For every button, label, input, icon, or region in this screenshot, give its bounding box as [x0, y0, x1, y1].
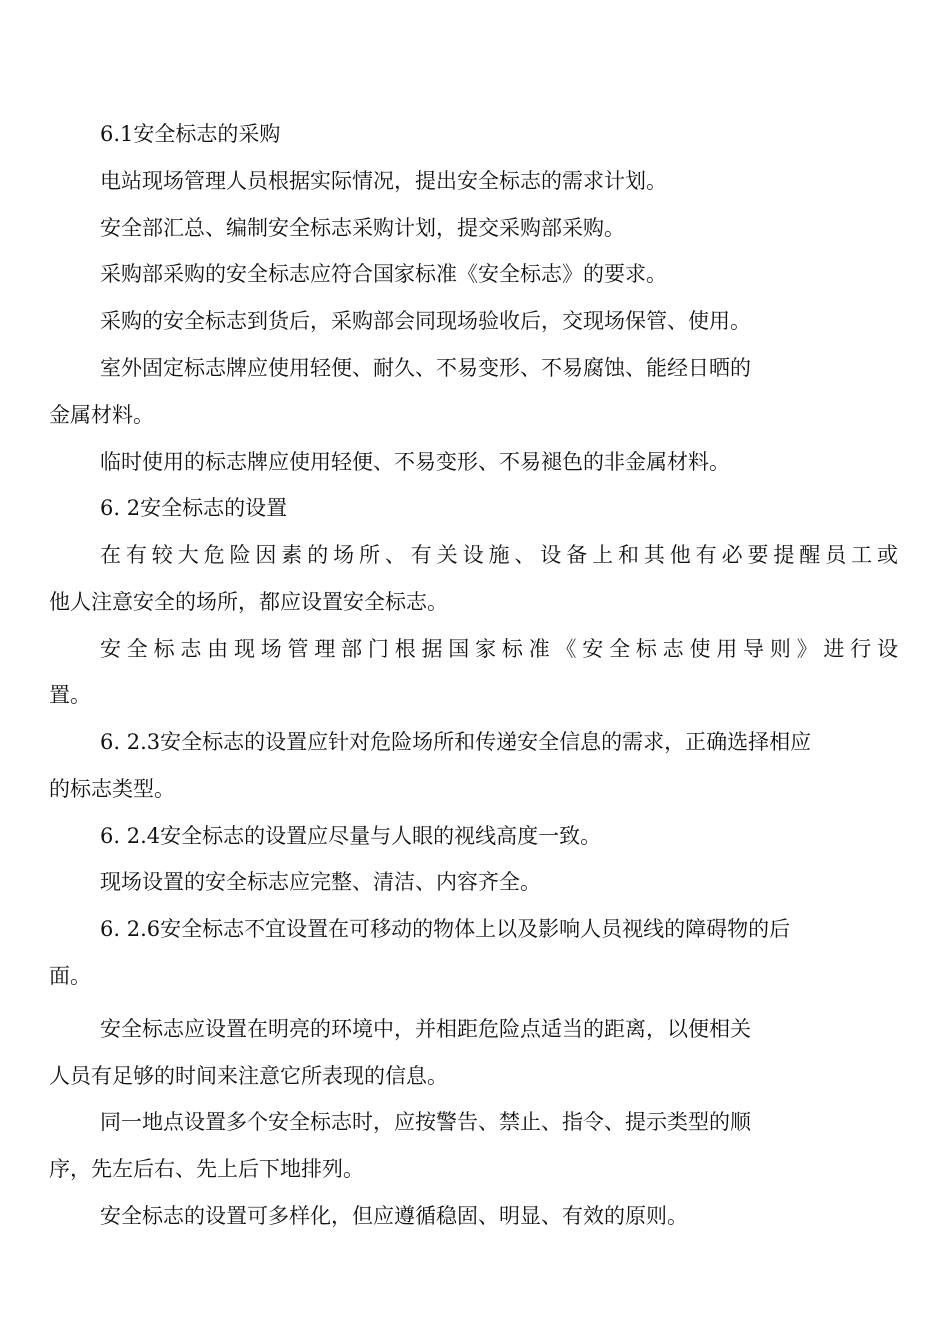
- paragraph-line: 电站现场管理人员根据实际情况，提出安全标志的需求计划。: [100, 169, 667, 193]
- paragraph-line: 面。: [49, 964, 91, 988]
- paragraph-line: 安全标志应设置在明亮的环境中，并相距危险点适当的距离，以便相关: [100, 1017, 751, 1041]
- paragraph-line: 安全标志的设置可多样化，但应遵循稳固、明显、有效的原则。: [100, 1204, 688, 1228]
- paragraph-line: 现场设置的安全标志应完整、清洁、内容齐全。: [100, 870, 541, 894]
- paragraph-line: 6. 2.3安全标志的设置应针对危险场所和传递安全信息的需求，正确选择相应: [100, 730, 812, 754]
- paragraph-line: 6. 2.6安全标志不宜设置在可移动的物体上以及影响人员视线的障碍物的后: [100, 917, 791, 941]
- section-heading-6-1: 6.1安全标志的采购: [100, 122, 281, 146]
- paragraph-line: 6. 2.4安全标志的设置应尽量与人眼的视线高度一致。: [100, 824, 602, 848]
- paragraph-line: 序，先左后右、先上后下地排列。: [49, 1157, 364, 1181]
- paragraph-line: 置。: [49, 683, 91, 707]
- paragraph-line: 他人注意安全的场所，都应设置安全标志。: [49, 590, 448, 614]
- paragraph-line: 安全部汇总、编制安全标志采购计划，提交采购部采购。: [100, 216, 625, 240]
- paragraph-line: 金属材料。: [49, 403, 154, 427]
- paragraph-line: 室外固定标志牌应使用轻便、耐久、不易变形、不易腐蚀、能经日晒的: [100, 356, 751, 380]
- paragraph-line: 在有较大危险因素的场所、有关设施、设备上和其他有必要提醒员工或: [100, 543, 898, 567]
- section-heading-6-2: 6. 2安全标志的设置: [100, 496, 288, 520]
- paragraph-line: 临时使用的标志牌应使用轻便、不易变形、不易褪色的非金属材料。: [100, 450, 730, 474]
- paragraph-line: 同一地点设置多个安全标志时，应按警告、禁止、指令、提示类型的顺: [100, 1110, 751, 1134]
- paragraph-line: 采购部采购的安全标志应符合国家标准《安全标志》的要求。: [100, 262, 667, 286]
- paragraph-line: 的标志类型。: [49, 777, 175, 801]
- paragraph-line: 安全标志由现场管理部门根据国家标准《安全标志使用导则》进行设: [100, 637, 898, 661]
- paragraph-line: 采购的安全标志到货后，采购部会同现场验收后，交现场保管、使用。: [100, 309, 751, 333]
- paragraph-line: 人员有足够的时间来注意它所表现的信息。: [49, 1064, 448, 1088]
